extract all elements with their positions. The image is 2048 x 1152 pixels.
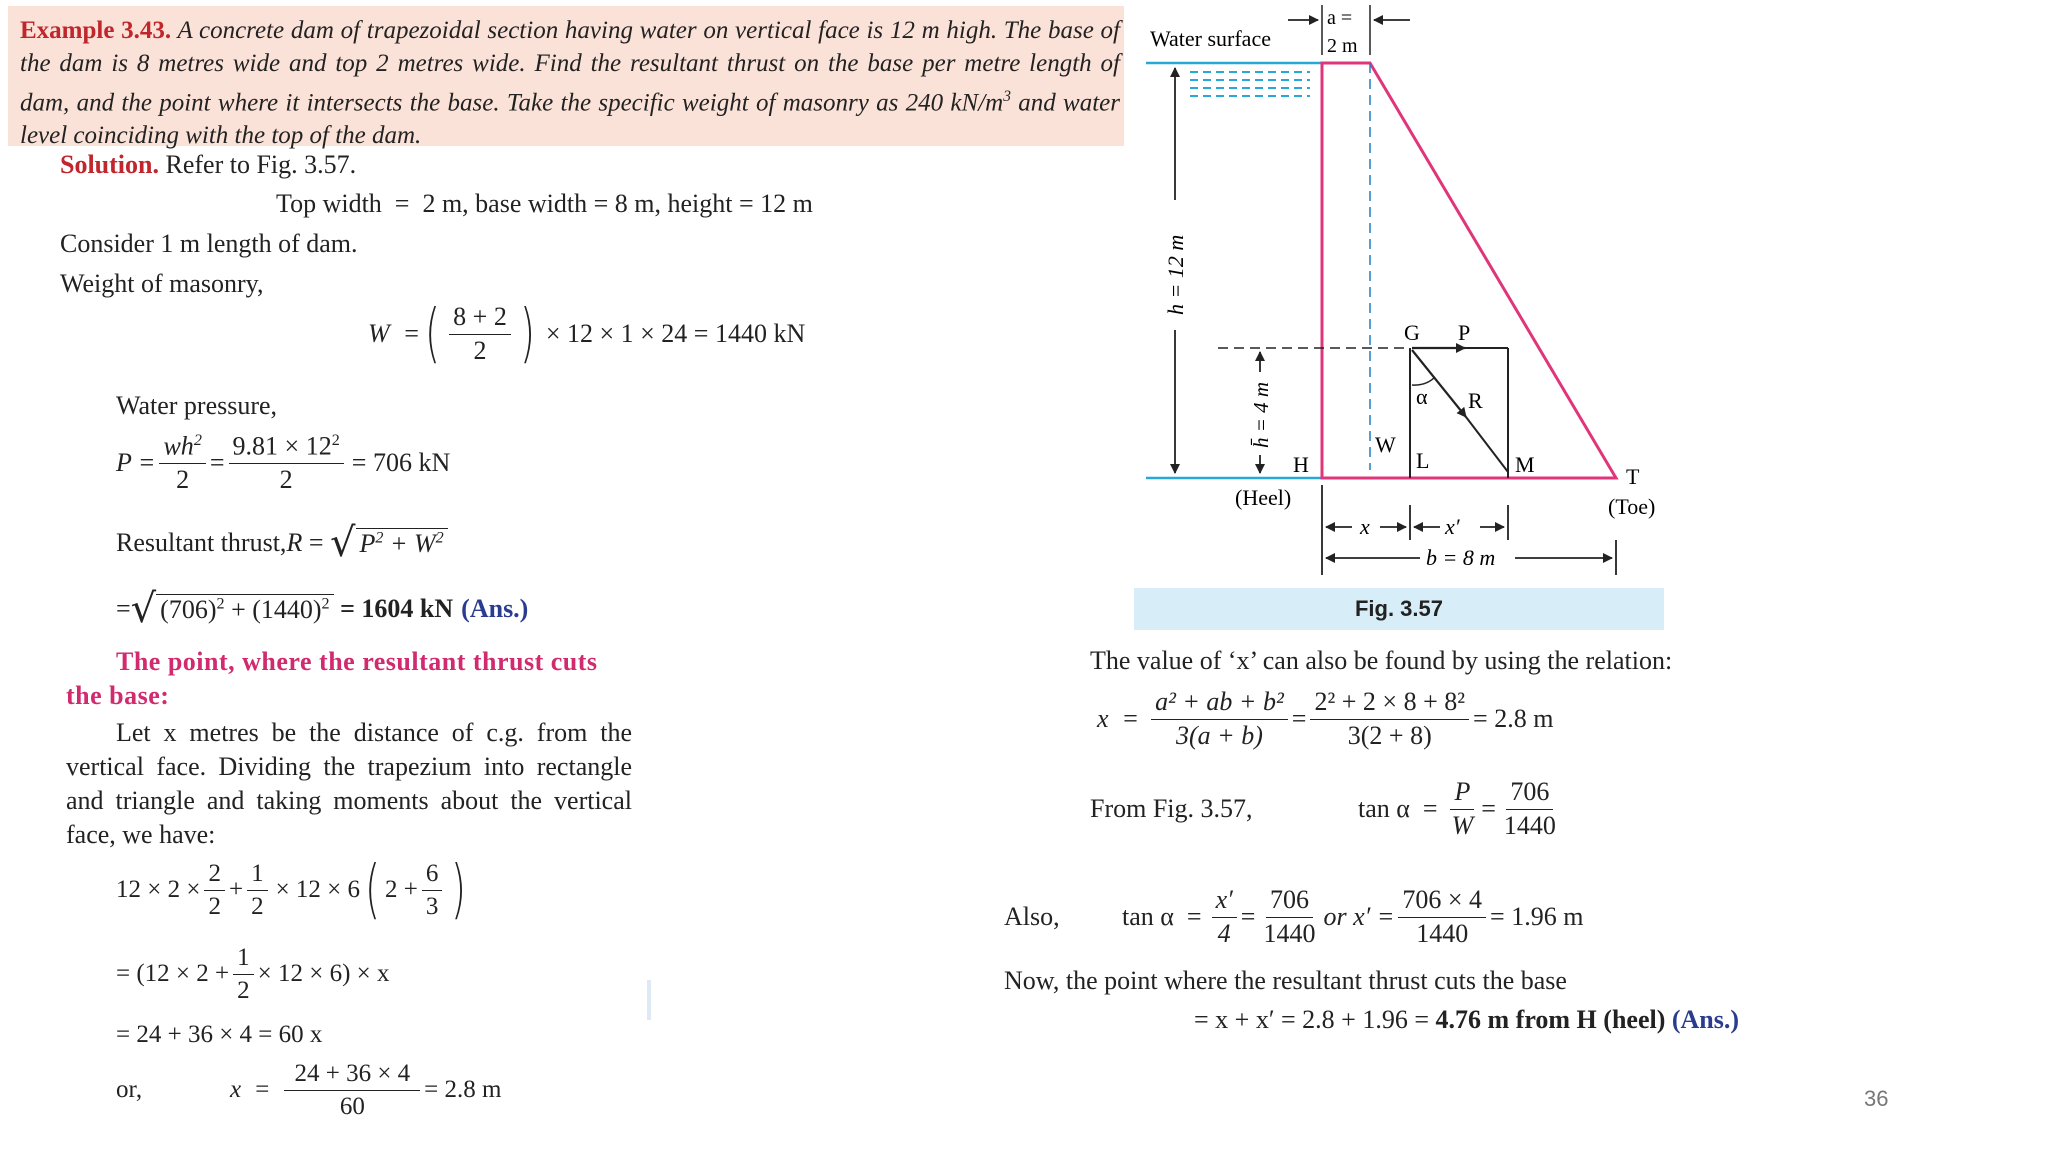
problem-text: A concrete dam of trapezoidal section having water on vertical face is 12 m high. The base of the dam is 8 metres wide and top 2 metres wide. Find the resultant thrust on the base per metre length of dam, and the point where it intersects the base. Take the specific weight of masonry as 240 kN/m [20, 17, 1120, 117]
r2-radical [131, 586, 334, 632]
also-label: Also, [1004, 902, 1060, 932]
weight-label: Weight of masonry, [60, 269, 264, 298]
r-w: + W [383, 528, 436, 558]
also-frac1 [1212, 886, 1237, 948]
r2-equals: = [116, 594, 131, 623]
x-rel-rhs: = 2.8 m [1473, 704, 1554, 734]
r-radical [330, 520, 448, 566]
open-paren: ( [425, 297, 441, 371]
m1-close-paren: ) [451, 853, 467, 927]
also-n2: 706 [1266, 886, 1313, 918]
moment-equation-1 [116, 853, 471, 927]
let-paragraph: Let x metres be the distance of c.g. from the vertical face. Dividing the trapezium into rectangle and triangle and taking moments about the vertical face, we have: [66, 718, 632, 849]
p-den1: 2 [176, 465, 190, 495]
ans-2: (Ans.) [1671, 1005, 1740, 1034]
w-label: W [1375, 432, 1396, 457]
g-label: G [1404, 320, 1420, 345]
m1-f1d: 2 [208, 892, 221, 920]
water-label: Water pressure, [116, 391, 278, 420]
m1-frac1 [204, 860, 225, 920]
m1-frac2 [247, 860, 268, 920]
b-label: b = 8 m [1426, 545, 1496, 570]
r-eq: = [302, 528, 330, 557]
x-rel-den2: 3(2 + 8) [1347, 720, 1432, 750]
tan-frac2 [1500, 778, 1560, 840]
page-number: 36 [1864, 1086, 1889, 1111]
x-rel-lhs: x = [1097, 704, 1140, 734]
w-num: 8 + 2 [449, 303, 511, 335]
dam-figure [1130, 0, 1690, 590]
r-w-exp: 2 [435, 528, 444, 546]
pressure-equation [116, 432, 450, 495]
solution-line [60, 150, 356, 180]
from-fig: From Fig. 3.57, [1090, 794, 1253, 824]
p-label: P [1458, 320, 1471, 345]
p-fraction-1 [159, 432, 205, 495]
a-bot-label: 2 m [1327, 35, 1358, 57]
x-rel-num1: a² + ab + b² [1151, 688, 1288, 720]
equals: = [209, 448, 225, 478]
h3-label: h̄ = 4 m [1249, 381, 1273, 448]
example-label: Example 3.43. [20, 17, 172, 44]
also-frac3 [1398, 886, 1486, 948]
also-d3: 1440 [1416, 918, 1469, 948]
m1-b: × 12 × 6 [275, 876, 361, 903]
w-fraction [449, 303, 511, 365]
water-surface-label: Water surface [1150, 26, 1271, 51]
heel-label: (Heel) [1235, 485, 1292, 510]
r-p: P [359, 528, 376, 558]
unit-exponent: 3 [1003, 88, 1011, 105]
problem-box [8, 6, 1124, 150]
dimensions-line: Top width = 2 m, base width = 8 m, height = 12 m [276, 189, 813, 218]
solution-ref: Refer to Fig. 3.57. [165, 150, 357, 179]
final-a: = x + x′ = 2.8 + 1.96 = [1194, 1005, 1436, 1034]
weight-equation [368, 297, 806, 371]
m2-a: = (12 × 2 + [116, 960, 230, 987]
m1-f3d: 3 [425, 892, 439, 920]
p-num2 [229, 432, 344, 464]
r-symbol: R [286, 528, 303, 557]
m1-frac3 [422, 860, 443, 920]
now-text: Now, the point where the resultant thrust cuts the base [1004, 966, 1567, 995]
tan-d2: 1440 [1503, 810, 1556, 840]
x-rel-frac1 [1151, 688, 1288, 750]
m1-plus: + [228, 876, 244, 903]
x-rel-den1: 3(a + b) [1176, 720, 1263, 750]
r-p-exp: 2 [375, 528, 384, 546]
close-paren: ) [519, 297, 535, 371]
m1-f3n: 6 [422, 860, 443, 891]
w-lhs: W = [368, 319, 421, 348]
x-rel-eq: = [1291, 704, 1307, 734]
m1-f2d: 2 [251, 892, 264, 920]
r2-a: (706) [160, 594, 217, 624]
x-rel-frac2 [1310, 688, 1469, 750]
problem-statement [20, 14, 1120, 152]
m4-frac [284, 1060, 420, 1120]
a-top-label: a = [1327, 7, 1353, 29]
h-point-label: H [1293, 452, 1309, 477]
x-rel-num2: 2² + 2 × 8 + 8² [1310, 688, 1469, 720]
moment-equation-2 [116, 944, 390, 1004]
m4-den: 60 [339, 1092, 365, 1120]
sqrt-icon: √ [330, 520, 356, 566]
p-den2: 2 [279, 465, 293, 495]
r2-rhs: = 1604 kN [333, 594, 454, 623]
r2-radicand [156, 594, 333, 625]
final-answer [1194, 1005, 1739, 1035]
also-d1: 4 [1217, 918, 1231, 948]
resultant-line [116, 520, 448, 566]
text-cursor-mark [647, 980, 651, 1020]
tan-relation [1090, 778, 1564, 840]
m-label: M [1515, 452, 1535, 477]
x-relation [1097, 688, 1553, 750]
tan-eq: = [1481, 794, 1496, 824]
r-line [1466, 417, 1508, 472]
p-num1-exp: 2 [193, 432, 202, 449]
m4-b: x = [230, 1076, 271, 1103]
alpha-label: α [1416, 384, 1428, 409]
resultant-value-line [116, 586, 528, 632]
r-label: Resultant thrust, [116, 528, 287, 557]
also-relation [1004, 886, 1583, 948]
xprime-label: x′ [1445, 514, 1460, 539]
moment-equation-3: = 24 + 36 × 4 = 60 x [116, 1021, 323, 1048]
m1-f2n: 1 [247, 860, 268, 891]
also-lhs: tan α = [1122, 902, 1202, 932]
point-heading: The point, where the resultant thrust cuts the base: [66, 647, 598, 710]
ans-1: (Ans.) [461, 594, 529, 623]
l-label: L [1416, 448, 1430, 473]
m2-frac [233, 944, 254, 1004]
x-solution [116, 1060, 501, 1120]
p-num2-exp: 2 [331, 432, 340, 449]
also-rhs: = 1.96 m [1490, 902, 1584, 932]
m2-b: × 12 × 6) × x [257, 960, 390, 987]
also-frac2 [1259, 886, 1319, 948]
consider-line: Consider 1 m length of dam. [60, 229, 358, 258]
sqrt-icon-2: √ [130, 586, 157, 632]
also-eq: = [1240, 902, 1256, 932]
also-d2: 1440 [1263, 918, 1316, 948]
m4-a: or, [116, 1076, 143, 1103]
r-radicand [356, 528, 448, 559]
m1-a: 12 × 2 × [116, 876, 201, 903]
tan-n2: 706 [1506, 778, 1553, 810]
h-label: h = 12 m [1163, 234, 1188, 315]
m2-fn: 1 [233, 944, 254, 975]
p-fraction-2 [229, 432, 344, 495]
r2-a-exp: 2 [216, 594, 225, 612]
solution-label: Solution. [60, 150, 159, 179]
m4-num: 24 + 36 × 4 [284, 1060, 420, 1091]
final-b: 4.76 m from H (heel) [1435, 1005, 1666, 1034]
relation-text: The value of ‘x’ can also be found by using the relation: [1090, 646, 1673, 675]
also-or: or x′ = [1323, 902, 1395, 932]
p-num1-text: wh [163, 431, 194, 461]
r2-b-exp: 2 [321, 594, 330, 612]
toe-label: (Toe) [1608, 494, 1656, 519]
p-lhs: P = [116, 448, 156, 478]
problem-text-end: and water level coinciding with the top of the dam. [20, 89, 1120, 150]
dam-outline [1322, 63, 1616, 478]
also-n3: 706 × 4 [1398, 886, 1486, 918]
r2-b: + (1440) [224, 594, 322, 624]
tan-lhs: tan α = [1358, 794, 1438, 824]
also-n1: x′ [1212, 886, 1237, 918]
tan-d1: W [1451, 810, 1474, 840]
tan-frac1 [1448, 778, 1478, 840]
figure-caption: Fig. 3.57 [1134, 588, 1664, 630]
p-num1 [159, 432, 205, 464]
p-rhs: = 706 kN [351, 448, 451, 478]
m1-f1n: 2 [204, 860, 225, 891]
t-label: T [1626, 464, 1640, 489]
x-label: x [1360, 514, 1370, 539]
w-den: 2 [473, 335, 487, 365]
p-num2-text: 9.81 × 12 [232, 431, 332, 461]
m2-fd: 2 [237, 976, 250, 1004]
w-rhs: × 12 × 1 × 24 = 1440 kN [545, 319, 806, 348]
m4-rhs: = 2.8 m [424, 1076, 502, 1103]
m1-open-paren: ( [365, 853, 380, 927]
tan-n1: P [1450, 778, 1474, 810]
m1-c: 2 + [384, 876, 418, 903]
r-label-fig: R [1468, 388, 1483, 413]
